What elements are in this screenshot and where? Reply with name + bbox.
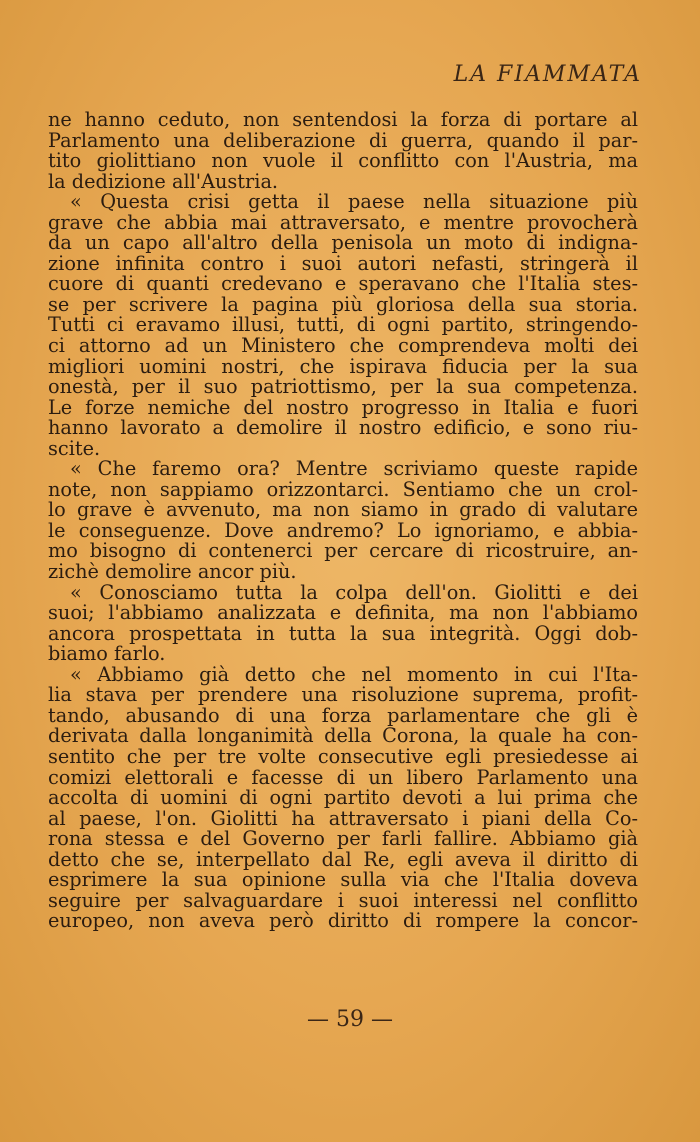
text-line: tando, abusando di una forza parlamentare che gli è [48, 703, 638, 727]
text-line: grave che abbia mai attraversato, e mentre provocherà [48, 210, 638, 234]
text-line: lia stava per prendere una risoluzione suprema, profit- [48, 683, 638, 707]
text-line: se per scrivere la pagina più gloriosa della sua storia. [48, 292, 638, 316]
text-line: « Che faremo ora? Mentre scriviamo queste rapide [70, 457, 638, 481]
text-line: accolta di uomini di ogni partito devoti a lui prima che [48, 786, 638, 810]
text-line: ci attorno ad un Ministero che comprendeva molti dei [48, 334, 638, 358]
body-text [48, 110, 638, 932]
text-line: zione infinita contro i suoi autori nefasti, stringerà il [48, 251, 638, 275]
text-line: cuore di quanti credevano e speravano che l'Italia stes- [48, 272, 638, 296]
text-line: note, non sappiamo orizzontarci. Sentiamo che un crol- [48, 477, 638, 501]
text-line: zichè demolire ancor più. [48, 560, 297, 584]
text-line: « Abbiamo già detto che nel momento in cui l'Ita- [70, 662, 638, 686]
text-line: suoi; l'abbiamo analizzata e definita, ma non l'abbiamo [48, 601, 638, 625]
text-line: tito giolittiano non vuole il conflitto con l'Austria, ma [48, 149, 638, 173]
text-line: le conseguenze. Dove andremo? Lo ignoriamo, e abbia- [48, 518, 638, 542]
text-line: esprimere la sua opinione sulla via che l'Italia doveva [48, 868, 638, 892]
text-line: rona stessa e del Governo per farli fallire. Abbiamo già [48, 827, 638, 851]
text-line: lo grave è avvenuto, ma non siamo in grado di valutare [48, 498, 638, 522]
text-line: da un capo all'altro della penisola un moto di indigna- [48, 231, 638, 255]
text-line: hanno lavorato a demolire il nostro edificio, e sono riu- [48, 416, 638, 440]
text-line: la dedizione all'Austria. [48, 169, 279, 193]
text-line: ne hanno ceduto, non sentendosi la forza di portare al [48, 108, 638, 131]
text-line: « Conosciamo tutta la colpa dell'on. Giolitti e dei [70, 580, 638, 604]
text-line: comizi elettorali e facesse di un libero Parlamento una [48, 765, 638, 789]
text-line: migliori uomini nostri, che ispirava fiducia per la sua [48, 354, 638, 378]
text-line: detto che se, interpellato dal Re, egli aveva il diritto di [48, 847, 638, 871]
text-line: « Questa crisi getta il paese nella situazione più [70, 190, 638, 214]
text-line: mo bisogno di contenerci per cercare di ricostruire, an- [48, 539, 638, 563]
text-line: europeo, non aveva però diritto di rompere la concor- [48, 909, 638, 933]
text-line: scite. [48, 436, 101, 460]
text-line: onestà, per il suo patriottismo, per la sua competenza. [48, 375, 638, 399]
text-line: sentito che per tre volte consecutive egli presiedesse ai [48, 744, 638, 768]
text-line: seguire per salvaguardare i suoi interessi nel conflitto [48, 888, 638, 912]
text-line: derivata dalla longanimità della Corona, la quale ha con- [48, 724, 638, 748]
text-line: biamo farlo. [48, 642, 166, 666]
text-line: Tutti ci eravamo illusi, tutti, di ogni partito, stringendo- [48, 313, 638, 337]
text-line: ancora prospettata in tutta la sua integrità. Oggi dob- [48, 621, 638, 645]
text-line: Parlamento una deliberazione di guerra, quando il par- [48, 128, 638, 152]
page-number: — 59 — [307, 1007, 393, 1032]
text-line: al paese, l'on. Giolitti ha attraversato i piani della Co- [48, 806, 638, 830]
running-header: LA FIAMMATA [453, 62, 642, 87]
text-line: Le forze nemiche del nostro progresso in Italia e fuori [48, 395, 638, 419]
